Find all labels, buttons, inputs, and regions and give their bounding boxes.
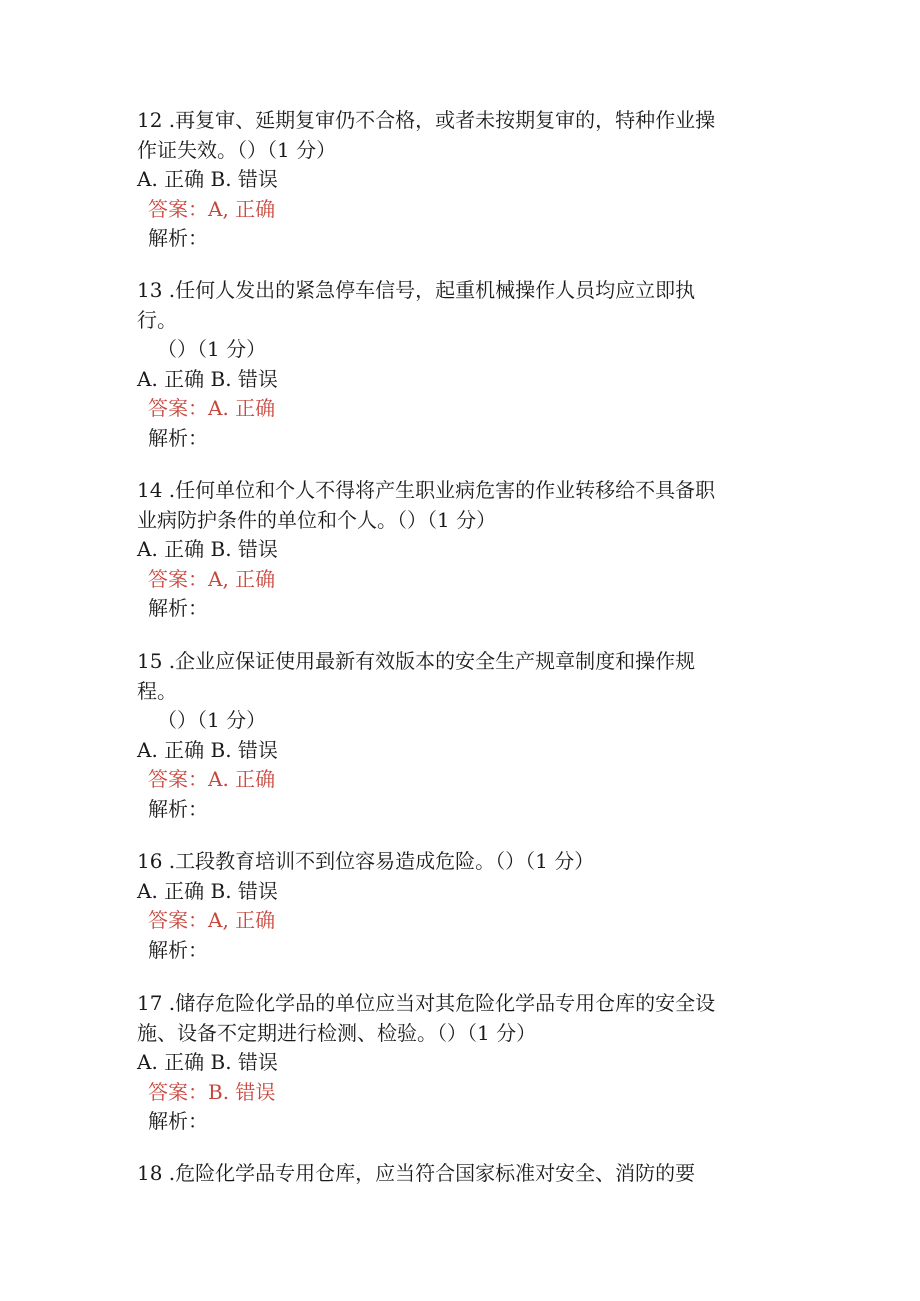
- question-explanation: 解析：: [148, 937, 208, 962]
- question-options: A. 正确 B. 错误: [137, 167, 278, 191]
- question-16: [137, 847, 777, 965]
- question-explanation: 解析：: [148, 1109, 208, 1133]
- question-text-line: 15 .企业应保证使用最新有效版本的安全生产规章制度和操作规: [137, 649, 696, 673]
- question-text-line: 17 .储存危险化学品的单位应当对其危险化学品专用仓库的安全设: [137, 991, 716, 1015]
- question-text-line: 14 .任何单位和个人不得将产生职业病危害的作业转移给不具备职: [137, 478, 716, 502]
- question-score: （）（1 分）: [157, 708, 267, 732]
- question-17: [137, 989, 777, 1137]
- question-score: （）（1 分）: [157, 337, 267, 361]
- question-options: A. 正确 B. 错误: [137, 878, 278, 903]
- question-text-line: 16 .工段教育培训不到位容易造成危险。（）（1 分）: [137, 849, 595, 873]
- question-explanation: 解析：: [148, 796, 208, 821]
- question-text-line: 程。: [137, 678, 177, 703]
- question-answer: 答案：B. 错误: [148, 1079, 276, 1104]
- question-12: [137, 106, 777, 254]
- question-text-line: 作证失效。（）（1 分）: [137, 137, 337, 162]
- question-answer: 答案：A, 正确: [148, 196, 276, 221]
- question-options: A. 正确 B. 错误: [137, 1050, 278, 1074]
- question-answer: 答案：A. 正确: [148, 396, 276, 420]
- question-options: A. 正确 B. 错误: [137, 737, 278, 762]
- question-options: A. 正确 B. 错误: [137, 537, 278, 561]
- question-options: A. 正确 B. 错误: [137, 366, 278, 391]
- question-explanation: 解析：: [148, 596, 208, 620]
- question-15: [137, 647, 777, 824]
- question-text-line: 18 .危险化学品专用仓库，应当符合国家标准对安全、消防的要: [137, 1161, 696, 1185]
- question-text-line: 12 .再复审、延期复审仍不合格，或者未按期复审的，特种作业操: [137, 108, 716, 132]
- question-explanation: 解析：: [148, 226, 208, 250]
- question-answer: 答案：A. 正确: [148, 767, 276, 791]
- question-18: [137, 1159, 777, 1189]
- question-text-line: 13 .任何人发出的紧急停车信号，起重机械操作人员均应立即执: [137, 278, 696, 302]
- question-text-line: 施、设备不定期进行检测、检验。（）（1 分）: [137, 1020, 537, 1045]
- question-answer: 答案：A, 正确: [148, 566, 276, 591]
- question-text-line: 行。: [137, 307, 177, 332]
- question-answer: 答案：A, 正确: [148, 908, 276, 932]
- question-14: [137, 476, 777, 624]
- question-text-line: 业病防护条件的单位和个人。（）（1 分）: [137, 507, 497, 532]
- question-explanation: 解析：: [148, 425, 208, 450]
- question-13: [137, 276, 777, 453]
